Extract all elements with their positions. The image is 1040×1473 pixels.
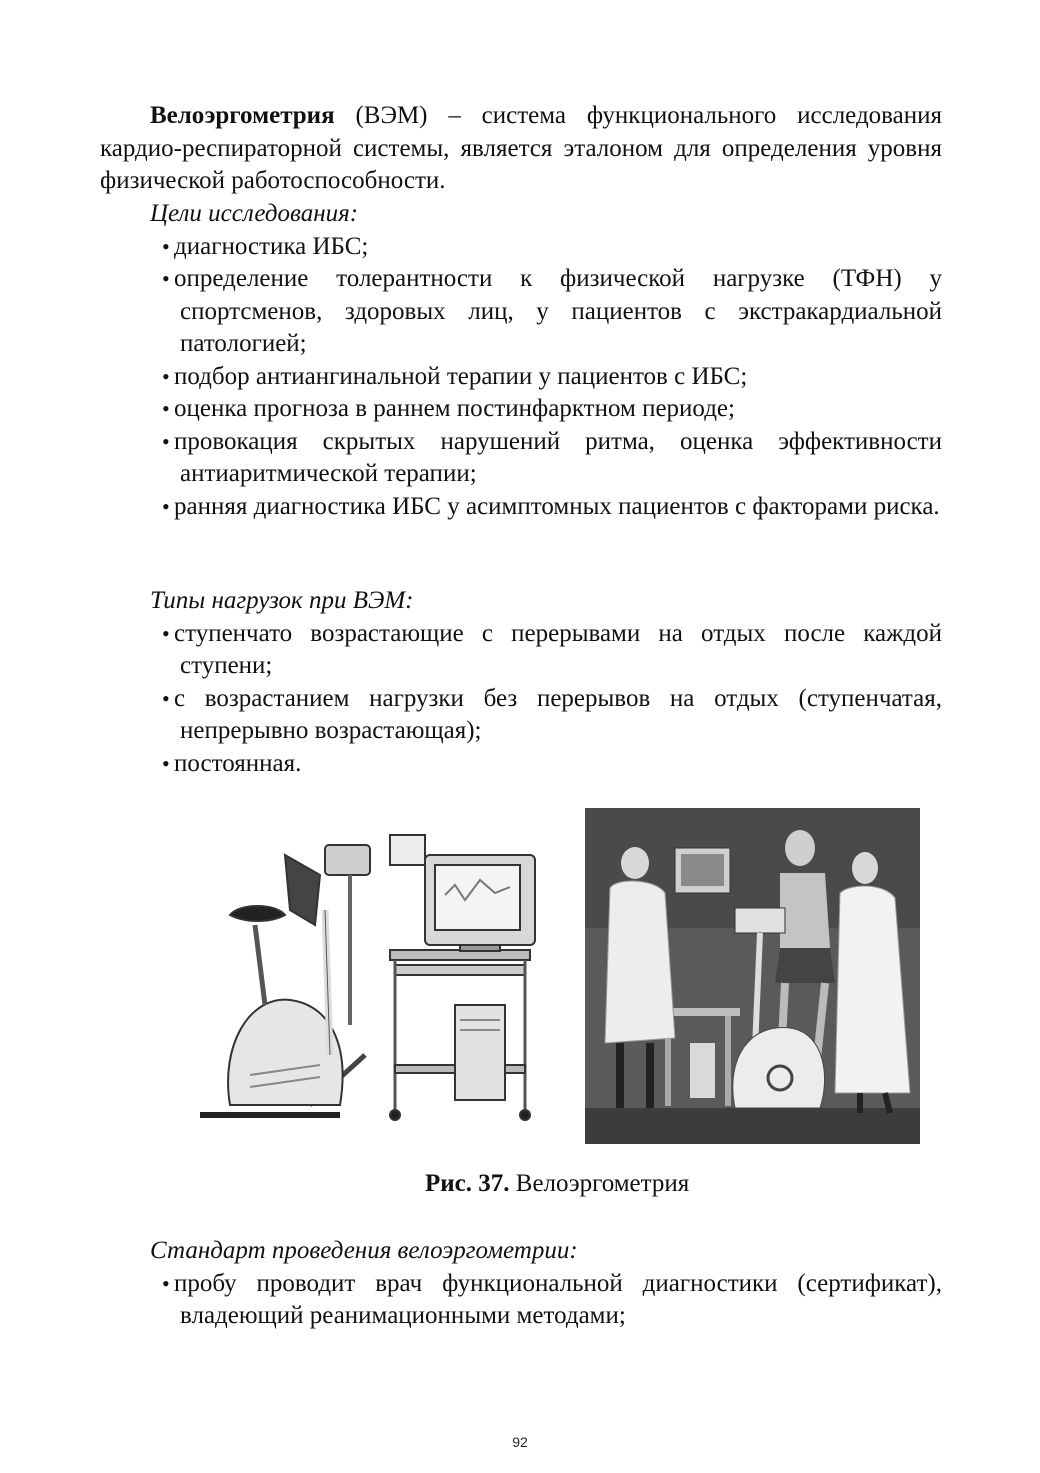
list-item: • определение толерантности к физической нагрузке (ТФН) у спортсменов, здоровых лиц, у пациентов с экстракардиальной патологией; [162, 265, 942, 357]
page-number: 92 [512, 1434, 528, 1450]
bullet-icon: • [162, 493, 170, 519]
list-item: • с возрастанием нагрузки без перерывов на отдых (ступенчатая, непрерывно возрастающая); [162, 684, 942, 744]
bullet-icon: • [162, 750, 170, 776]
bullet-icon: • [162, 620, 170, 646]
list-item: • ступенчато возрастающие с перерывами на отдых после каждой ступени; [162, 619, 942, 679]
figure-title: Велоэргометрия [509, 1170, 690, 1197]
ergometer-equipment-image [190, 815, 565, 1145]
list-item: • постоянная. [100, 748, 942, 781]
bullet-icon: • [162, 396, 170, 421]
goals-list [100, 231, 942, 524]
ergometry-test-image [585, 808, 920, 1144]
load-types-section [100, 585, 942, 780]
bullet-icon: • [162, 363, 170, 389]
intro-paragraph [100, 100, 942, 198]
standard-section [100, 1235, 942, 1333]
figure-label: Рис. 37. [425, 1170, 510, 1197]
list-item: • провокация скрытых нарушений ритма, оценка эффективности антиаритмической терапии; [162, 427, 942, 487]
bullet-icon: • [162, 233, 170, 259]
intro-term: Велоэргометрия [150, 102, 335, 129]
bullet-icon: • [162, 428, 170, 454]
goals-heading: Цели исследования: [150, 200, 359, 227]
list-item: • ранняя диагностика ИБС у асимптомных пациентов с факторами риска. [100, 491, 942, 524]
figure-caption [425, 1168, 689, 1200]
standard-heading: Стандарт проведения велоэргометрии: [150, 1237, 578, 1264]
bullet-icon: • [162, 1270, 170, 1296]
load-types-list [100, 618, 942, 781]
list-item: • оценка прогноза в раннем постинфарктном периоде; [100, 393, 942, 426]
list-item: • подбор антиангинальной терапии у пациентов с ИБС; [100, 361, 942, 394]
load-types-heading: Типы нагрузок при ВЭМ: [150, 587, 414, 614]
bullet-icon: • [162, 685, 170, 711]
list-item: • пробу проводит врач функциональной диагностики (сертификат), владеющий реанимационными методами; [162, 1269, 942, 1329]
standard-list [100, 1268, 942, 1333]
intro-text: (ВЭМ) – система функционального исследования кардио-респираторной системы, является эталоном для определения уровня физической работоспособности. [100, 102, 942, 194]
goals-section [100, 198, 942, 523]
list-item: • диагностика ИБС; [100, 231, 942, 264]
bullet-icon: • [162, 266, 170, 291]
